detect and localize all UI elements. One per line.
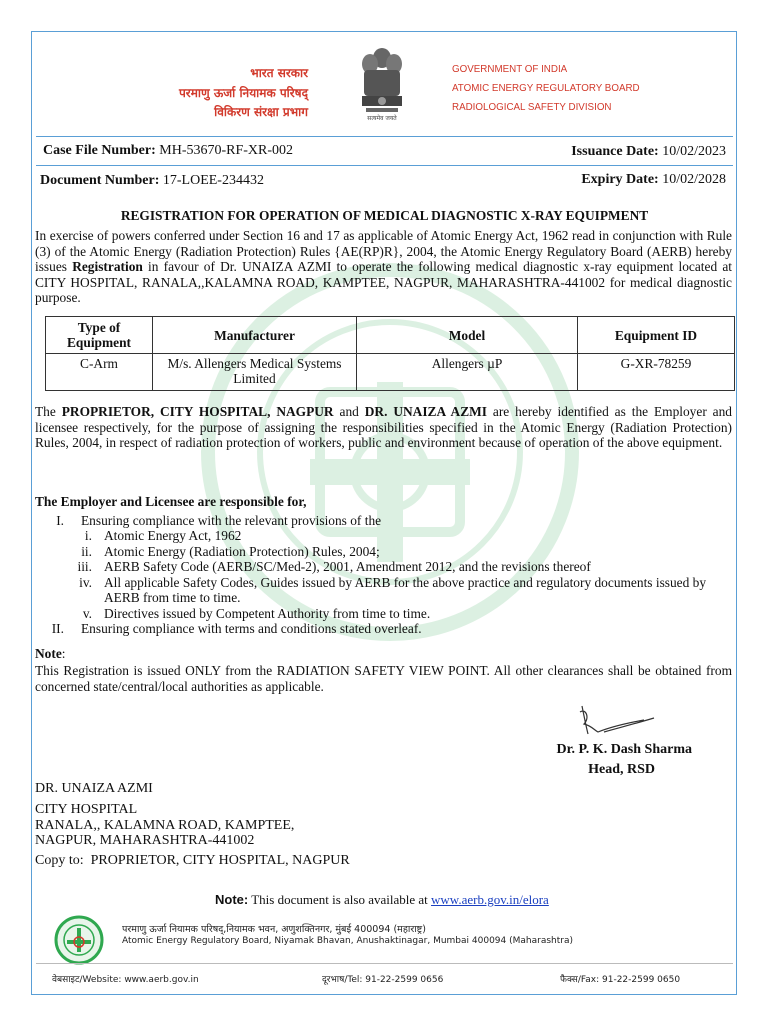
case-file-number: Case File Number: MH-53670-RF-XR-002	[43, 143, 294, 158]
note-text: This Registration is issued ONLY from the RADIATION SAFETY VIEW POINT. All other clearances shall be obtained from concerned state/central/local authorities as applicable.	[35, 663, 732, 694]
address-line: NAGPUR, MAHARASHTRA-441002	[35, 833, 255, 848]
signatory-title: Head, RSD	[588, 762, 655, 777]
meta-divider	[36, 165, 733, 166]
responsibilities-heading: The Employer and Licensee are responsible for,	[35, 494, 307, 509]
footer-hindi-address: परमाणु ऊर्जा नियामक परिषद्,नियामक भवन, अणुशक्तिनगर, मुंबई 400094 (महाराष्ट्र)	[122, 924, 426, 935]
equipment-table	[45, 316, 735, 391]
col-type: Type of Equipment	[46, 317, 153, 354]
elora-link[interactable]: www.aerb.gov.in/elora	[431, 892, 549, 907]
footer-tel: दूरभाष/Tel: 91-22-2599 0656	[322, 975, 444, 985]
footer-fax: फैक्स/Fax: 91-22-2599 0650	[560, 975, 681, 985]
note-label: Note:	[35, 646, 66, 661]
hindi-division-line: विकिरण संरक्षा प्रभाग	[214, 105, 308, 119]
cell-equipment-id: G-XR-78259	[578, 354, 735, 391]
english-board-line: ATOMIC ENERGY REGULATORY BOARD	[452, 83, 640, 94]
addressee-address	[35, 802, 294, 849]
table-row	[46, 354, 735, 391]
footer-english-address: Atomic Energy Regulatory Board, Niyamak Bhavan, Anushaktinagar, Mumbai 400094 (Maharashtra)	[122, 936, 573, 946]
col-equipment-id: Equipment ID	[578, 317, 735, 354]
col-manufacturer: Manufacturer	[153, 317, 357, 354]
address-line: CITY HOSPITAL	[35, 802, 138, 817]
cell-type: C-Arm	[46, 354, 153, 391]
aerb-seal-icon	[52, 915, 106, 965]
emblem-motto: सत्यमेव जयते	[367, 115, 397, 122]
intro-paragraph: In exercise of powers conferred under Section 16 and 17 as applicable of Atomic Energy Act, 1962 read in conjunction with Rule (3) of the Atomic Energy (Radiation Protection) Rules {AE(RP)R}, 2004, the Atomic Energy Regulatory Board (AERB) hereby issues Registration in favour of Dr. UNAIZA AZMI to operate the following medical diagnostic x-ray equipment located at CITY HOSPITAL, RANALA,,KALAMNA ROAD, KAMPTEE, NAGPUR, MAHARASHTRA-441002 for medical diagnostic purpose.	[35, 228, 732, 306]
signature-icon	[574, 702, 658, 742]
issuance-date: Issuance Date: 10/02/2023	[571, 144, 726, 159]
hindi-govt-line: भारत सरकार	[250, 66, 308, 80]
signatory-name: Dr. P. K. Dash Sharma	[556, 742, 692, 757]
copy-to: Copy to: PROPRIETOR, CITY HOSPITAL, NAGPUR	[35, 853, 350, 868]
address-line: RANALA,, KALAMNA ROAD, KAMPTEE,	[35, 817, 295, 833]
header-divider	[36, 136, 733, 137]
expiry-date: Expiry Date: 10/02/2028	[581, 172, 726, 187]
cell-model: Allengers µP	[357, 354, 578, 391]
table-header-row	[46, 317, 735, 354]
document-number: Document Number: 17-LOEE-234432	[40, 173, 264, 188]
cell-manufacturer: M/s. Allengers Medical Systems Limited	[153, 354, 357, 391]
employer-paragraph: The PROPRIETOR, CITY HOSPITAL, NAGPUR and DR. UNAIZA AZMI are hereby identified as the Employer and licensee respectively, for the purpose of assigning the responsibilities specified in the Atomic Energy (Radiation Protection) Rules, 2004, in respect of radiation protection of workers, public and environment because of operation of the above equipment.	[35, 404, 733, 451]
addressee-name: DR. UNAIZA AZMI	[35, 781, 153, 796]
english-division-line: RADIOLOGICAL SAFETY DIVISION	[452, 102, 612, 113]
footer-note: Note: This document is also available at www.aerb.gov.in/elora	[215, 892, 549, 907]
english-govt-line: GOVERNMENT OF INDIA	[452, 64, 568, 75]
footer-divider	[36, 963, 733, 964]
document-title: REGISTRATION FOR OPERATION OF MEDICAL DIAGNOSTIC X-RAY EQUIPMENT	[120, 208, 649, 223]
footer-website: वेबसाइट/Website: www.aerb.gov.in	[52, 975, 199, 985]
hindi-board-line: परमाणु ऊर्जा नियामक परिषद्	[178, 86, 308, 100]
col-model: Model	[357, 317, 578, 354]
